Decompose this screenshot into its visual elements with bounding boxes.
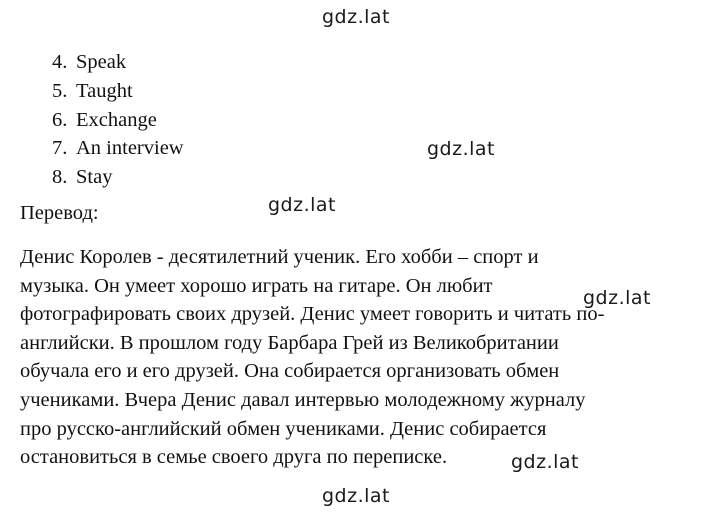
paragraph-line: про русско-английский обмен учениками. Денис собирается: [20, 417, 547, 440]
item-number: 8.: [52, 166, 68, 189]
watermark-near-heading: gdz.lat: [268, 194, 337, 216]
list-item: [52, 134, 184, 163]
item-number: 5.: [52, 79, 68, 102]
watermark-top: gdz.lat: [322, 6, 391, 28]
translation-heading: Перевод:: [20, 202, 99, 224]
item-text: Exchange: [76, 108, 157, 131]
translation-paragraph: [20, 243, 604, 472]
list-item: [52, 106, 184, 135]
paragraph-line: обучала его и его друзей. Она собирается организовать обмен: [20, 360, 560, 383]
answer-list: [52, 48, 184, 192]
item-number: 4.: [52, 51, 68, 73]
paragraph-line: учениками. Вчера Денис давал интервью молодежному журналу: [20, 388, 586, 411]
item-number: 7.: [52, 137, 68, 160]
watermark-bottom: gdz.lat: [322, 485, 391, 507]
paragraph-line: музыка. Он умеет хорошо играть на гитаре. Он любит: [20, 274, 493, 297]
list-item: [52, 77, 184, 106]
watermark-after-last-line: gdz.lat: [511, 451, 580, 473]
paragraph-line: фотографировать своих друзей. Денис умеет говорить и читать по-: [20, 303, 605, 326]
paragraph-line: Денис Королев - десятилетний ученик. Его хобби – спорт и: [20, 246, 539, 268]
item-text: Speak: [76, 51, 127, 73]
watermark-right-of-paragraph: gdz.lat: [583, 287, 652, 309]
paragraph-line: остановиться в семье своего друга по переписке.: [20, 446, 448, 469]
item-text: An interview: [76, 137, 184, 160]
list-item: [52, 48, 184, 77]
item-number: 6.: [52, 108, 68, 131]
paragraph-line: английски. В прошлом году Барбара Грей из Великобритании: [20, 331, 559, 354]
list-item: [52, 163, 184, 192]
item-text: Taught: [76, 79, 133, 102]
watermark-right-of-list: gdz.lat: [427, 138, 496, 160]
item-text: Stay: [76, 166, 113, 189]
